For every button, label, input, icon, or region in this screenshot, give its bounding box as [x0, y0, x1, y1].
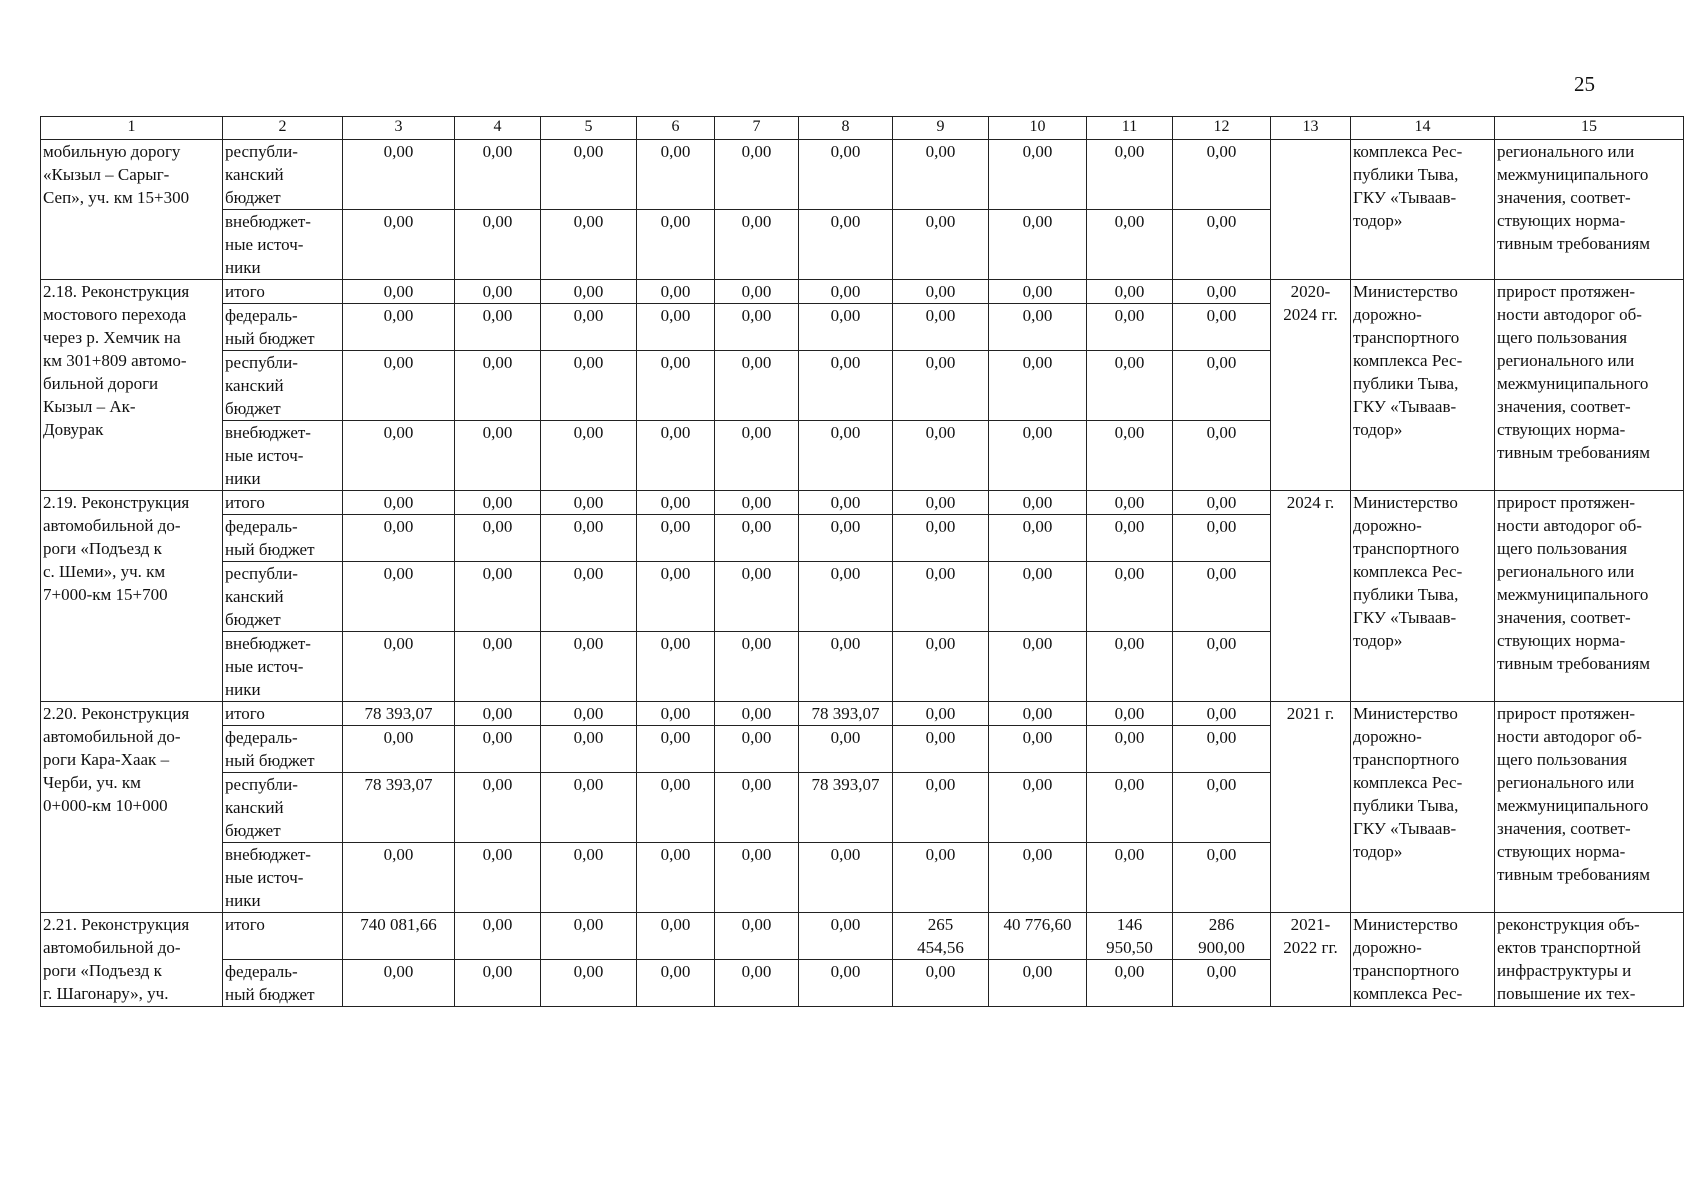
amount-cell: 0,00 [799, 491, 893, 515]
header-cell: 6 [637, 117, 715, 140]
amount-cell: 0,00 [893, 491, 989, 515]
amount-cell: 0,00 [989, 421, 1087, 491]
amount-cell: 0,00 [343, 562, 455, 632]
amount-cell: 0,00 [343, 632, 455, 702]
amount-cell: 0,00 [541, 913, 637, 960]
amount-cell: 78 393,07 [343, 702, 455, 726]
amount-cell: 0,00 [1173, 210, 1271, 280]
amount-cell: 0,00 [1087, 773, 1173, 843]
amount-cell: 0,00 [541, 843, 637, 913]
amount-cell: 0,00 [1087, 702, 1173, 726]
amount-cell: 0,00 [799, 140, 893, 210]
amount-cell: 0,00 [893, 421, 989, 491]
amount-cell: 0,00 [455, 351, 541, 421]
amount-cell: 0,00 [637, 702, 715, 726]
measure-name-cell: мобильную дорогу «Кызыл – Сарыг- Сеп», уч. км 15+300 [41, 140, 223, 280]
amount-cell: 0,00 [989, 773, 1087, 843]
amount-cell: 0,00 [893, 726, 989, 773]
amount-cell: 0,00 [989, 210, 1087, 280]
amount-cell: 0,00 [541, 421, 637, 491]
amount-cell: 0,00 [541, 726, 637, 773]
amount-cell: 0,00 [799, 843, 893, 913]
period-cell: 2021- 2022 гг. [1271, 913, 1351, 1007]
amount-cell: 0,00 [715, 726, 799, 773]
amount-cell: 0,00 [455, 491, 541, 515]
amount-cell: 0,00 [893, 632, 989, 702]
funding-source-cell: федераль- ный бюджет [223, 304, 343, 351]
result-cell: прирост протяжен- ности автодорог об- щего пользования регионального или межмуниципального значения, соответ- ствующих норма- тивным требованиям [1495, 491, 1684, 702]
amount-cell: 0,00 [1087, 421, 1173, 491]
result-cell: регионального или межмуниципального значения, соответ- ствующих норма- тивным требованиям [1495, 140, 1684, 280]
amount-cell: 0,00 [989, 960, 1087, 1007]
amount-cell: 0,00 [541, 960, 637, 1007]
amount-cell: 0,00 [893, 773, 989, 843]
amount-cell: 0,00 [455, 913, 541, 960]
amount-cell: 146 950,50 [1087, 913, 1173, 960]
measure-name-cell: 2.20. Реконструкция автомобильной до- роги Кара-Хаак – Черби, уч. км 0+000-км 10+000 [41, 702, 223, 913]
amount-cell: 0,00 [455, 843, 541, 913]
amount-cell: 0,00 [637, 491, 715, 515]
amount-cell: 0,00 [541, 702, 637, 726]
amount-cell: 0,00 [637, 843, 715, 913]
amount-cell: 0,00 [1173, 515, 1271, 562]
amount-cell: 0,00 [455, 421, 541, 491]
amount-cell: 0,00 [343, 843, 455, 913]
amount-cell: 0,00 [715, 913, 799, 960]
table-row [41, 702, 1684, 726]
executor-cell: Министерство дорожно- транспортного комплекса Рес- публики Тыва, ГКУ «Тываав- тодор» [1351, 491, 1495, 702]
header-cell: 15 [1495, 117, 1684, 140]
amount-cell: 0,00 [893, 280, 989, 304]
amount-cell: 0,00 [343, 140, 455, 210]
header-cell: 14 [1351, 117, 1495, 140]
amount-cell: 0,00 [893, 702, 989, 726]
amount-cell: 78 393,07 [799, 702, 893, 726]
funding-source-cell: итого [223, 491, 343, 515]
result-cell: прирост протяжен- ности автодорог об- щего пользования регионального или межмуниципального значения, соответ- ствующих норма- тивным требованиям [1495, 280, 1684, 491]
amount-cell: 0,00 [1087, 140, 1173, 210]
amount-cell: 0,00 [799, 210, 893, 280]
amount-cell: 0,00 [799, 960, 893, 1007]
period-cell: 2024 г. [1271, 491, 1351, 702]
period-cell [1271, 140, 1351, 280]
amount-cell: 0,00 [455, 702, 541, 726]
amount-cell: 0,00 [455, 515, 541, 562]
amount-cell: 0,00 [1087, 515, 1173, 562]
period-cell: 2020- 2024 гг. [1271, 280, 1351, 491]
header-cell: 2 [223, 117, 343, 140]
amount-cell: 0,00 [715, 304, 799, 351]
header-cell: 9 [893, 117, 989, 140]
funding-source-cell: итого [223, 280, 343, 304]
amount-cell: 0,00 [893, 843, 989, 913]
amount-cell: 0,00 [541, 491, 637, 515]
header-cell: 10 [989, 117, 1087, 140]
amount-cell: 0,00 [637, 562, 715, 632]
amount-cell: 0,00 [715, 210, 799, 280]
amount-cell: 0,00 [637, 421, 715, 491]
amount-cell: 0,00 [989, 491, 1087, 515]
amount-cell: 0,00 [541, 562, 637, 632]
amount-cell: 0,00 [1173, 702, 1271, 726]
executor-cell: Министерство дорожно- транспортного комплекса Рес- [1351, 913, 1495, 1007]
amount-cell: 0,00 [637, 632, 715, 702]
program-table [40, 116, 1684, 1007]
header-cell: 5 [541, 117, 637, 140]
funding-source-cell: внебюджет- ные источ- ники [223, 210, 343, 280]
amount-cell: 0,00 [455, 562, 541, 632]
amount-cell: 0,00 [637, 210, 715, 280]
funding-source-cell: республи- канский бюджет [223, 140, 343, 210]
amount-cell: 0,00 [637, 515, 715, 562]
amount-cell: 0,00 [715, 140, 799, 210]
amount-cell: 0,00 [799, 515, 893, 562]
amount-cell: 0,00 [715, 632, 799, 702]
amount-cell: 0,00 [637, 351, 715, 421]
amount-cell: 0,00 [1173, 632, 1271, 702]
executor-cell: комплекса Рес- публики Тыва, ГКУ «Тываав- тодор» [1351, 140, 1495, 280]
amount-cell: 0,00 [1087, 562, 1173, 632]
amount-cell: 0,00 [989, 515, 1087, 562]
amount-cell: 0,00 [1087, 960, 1173, 1007]
amount-cell: 0,00 [989, 726, 1087, 773]
funding-source-cell: итого [223, 702, 343, 726]
amount-cell: 40 776,60 [989, 913, 1087, 960]
amount-cell: 0,00 [1173, 280, 1271, 304]
amount-cell: 0,00 [1173, 773, 1271, 843]
amount-cell: 0,00 [1173, 140, 1271, 210]
amount-cell: 0,00 [1173, 843, 1271, 913]
measure-name-cell: 2.18. Реконструкция мостового перехода через р. Хемчик на км 301+809 автомо- бильной дороги Кызыл – Ак- Довурак [41, 280, 223, 491]
amount-cell: 0,00 [893, 960, 989, 1007]
amount-cell: 0,00 [1087, 280, 1173, 304]
amount-cell: 0,00 [1087, 726, 1173, 773]
amount-cell: 0,00 [715, 421, 799, 491]
amount-cell: 0,00 [343, 280, 455, 304]
amount-cell: 0,00 [1173, 562, 1271, 632]
amount-cell: 0,00 [455, 280, 541, 304]
amount-cell: 0,00 [541, 280, 637, 304]
table-row [41, 280, 1684, 304]
amount-cell: 0,00 [541, 515, 637, 562]
amount-cell: 0,00 [799, 280, 893, 304]
amount-cell: 0,00 [989, 702, 1087, 726]
amount-cell: 0,00 [455, 210, 541, 280]
amount-cell: 0,00 [541, 632, 637, 702]
amount-cell: 0,00 [343, 421, 455, 491]
amount-cell: 0,00 [989, 140, 1087, 210]
amount-cell: 0,00 [893, 210, 989, 280]
amount-cell: 0,00 [455, 632, 541, 702]
amount-cell: 0,00 [637, 304, 715, 351]
amount-cell: 0,00 [989, 562, 1087, 632]
funding-source-cell: внебюджет- ные источ- ники [223, 421, 343, 491]
amount-cell: 0,00 [343, 210, 455, 280]
amount-cell: 0,00 [1173, 960, 1271, 1007]
funding-source-cell: республи- канский бюджет [223, 773, 343, 843]
amount-cell: 0,00 [989, 280, 1087, 304]
amount-cell: 0,00 [637, 960, 715, 1007]
amount-cell: 0,00 [893, 140, 989, 210]
amount-cell: 0,00 [455, 140, 541, 210]
amount-cell: 0,00 [1173, 726, 1271, 773]
amount-cell: 0,00 [715, 515, 799, 562]
header-cell: 11 [1087, 117, 1173, 140]
amount-cell: 0,00 [799, 421, 893, 491]
amount-cell: 0,00 [715, 843, 799, 913]
amount-cell: 0,00 [455, 304, 541, 351]
amount-cell: 0,00 [989, 351, 1087, 421]
amount-cell: 0,00 [715, 960, 799, 1007]
header-cell: 3 [343, 117, 455, 140]
period-cell: 2021 г. [1271, 702, 1351, 913]
amount-cell: 265 454,56 [893, 913, 989, 960]
amount-cell: 0,00 [799, 726, 893, 773]
funding-source-cell: итого [223, 913, 343, 960]
measure-name-cell: 2.21. Реконструкция автомобильной до- роги «Подъезд к г. Шагонару», уч. [41, 913, 223, 1007]
result-cell: реконструкция объ- ектов транспортной инфраструктуры и повышение их тех- [1495, 913, 1684, 1007]
amount-cell: 0,00 [893, 351, 989, 421]
header-cell: 13 [1271, 117, 1351, 140]
amount-cell: 0,00 [1173, 351, 1271, 421]
amount-cell: 0,00 [1087, 304, 1173, 351]
amount-cell: 0,00 [455, 960, 541, 1007]
amount-cell: 0,00 [1087, 491, 1173, 515]
amount-cell: 0,00 [1173, 491, 1271, 515]
funding-source-cell: федераль- ный бюджет [223, 726, 343, 773]
amount-cell: 0,00 [541, 351, 637, 421]
amount-cell: 0,00 [637, 726, 715, 773]
header-cell: 12 [1173, 117, 1271, 140]
amount-cell: 0,00 [715, 280, 799, 304]
amount-cell: 0,00 [343, 726, 455, 773]
amount-cell: 0,00 [799, 562, 893, 632]
amount-cell: 0,00 [715, 562, 799, 632]
funding-source-cell: внебюджет- ные источ- ники [223, 632, 343, 702]
amount-cell: 0,00 [989, 632, 1087, 702]
amount-cell: 0,00 [989, 304, 1087, 351]
amount-cell: 0,00 [1087, 843, 1173, 913]
amount-cell: 0,00 [1173, 421, 1271, 491]
amount-cell: 0,00 [799, 913, 893, 960]
header-cell: 1 [41, 117, 223, 140]
funding-source-cell: федераль- ный бюджет [223, 960, 343, 1007]
page-number: 25 [1574, 72, 1595, 96]
amount-cell: 0,00 [1087, 351, 1173, 421]
amount-cell: 0,00 [343, 304, 455, 351]
amount-cell: 286 900,00 [1173, 913, 1271, 960]
amount-cell: 0,00 [1087, 632, 1173, 702]
executor-cell: Министерство дорожно- транспортного комплекса Рес- публики Тыва, ГКУ «Тываав- тодор» [1351, 280, 1495, 491]
amount-cell: 0,00 [893, 562, 989, 632]
amount-cell: 0,00 [637, 913, 715, 960]
amount-cell: 0,00 [799, 632, 893, 702]
amount-cell: 78 393,07 [799, 773, 893, 843]
measure-name-cell: 2.19. Реконструкция автомобильной до- роги «Подъезд к с. Шеми», уч. км 7+000-км 15+700 [41, 491, 223, 702]
amount-cell: 0,00 [989, 843, 1087, 913]
table-row [41, 140, 1684, 210]
table-row [41, 491, 1684, 515]
amount-cell: 0,00 [893, 304, 989, 351]
funding-source-cell: внебюджет- ные источ- ники [223, 843, 343, 913]
amount-cell: 0,00 [541, 210, 637, 280]
amount-cell: 0,00 [715, 702, 799, 726]
table-row [41, 913, 1684, 960]
amount-cell: 0,00 [637, 773, 715, 843]
amount-cell: 0,00 [343, 491, 455, 515]
amount-cell: 0,00 [715, 773, 799, 843]
amount-cell: 0,00 [637, 140, 715, 210]
amount-cell: 0,00 [799, 304, 893, 351]
amount-cell: 0,00 [343, 515, 455, 562]
amount-cell: 0,00 [893, 515, 989, 562]
funding-source-cell: республи- канский бюджет [223, 562, 343, 632]
header-cell: 8 [799, 117, 893, 140]
amount-cell: 0,00 [799, 351, 893, 421]
amount-cell: 0,00 [1087, 210, 1173, 280]
header-cell: 7 [715, 117, 799, 140]
table-header-row [41, 117, 1684, 140]
amount-cell: 0,00 [541, 304, 637, 351]
amount-cell: 0,00 [715, 351, 799, 421]
result-cell: прирост протяжен- ности автодорог об- щего пользования регионального или межмуниципального значения, соответ- ствующих норма- тивным требованиям [1495, 702, 1684, 913]
funding-source-cell: республи- канский бюджет [223, 351, 343, 421]
amount-cell: 78 393,07 [343, 773, 455, 843]
amount-cell: 0,00 [343, 351, 455, 421]
funding-source-cell: федераль- ный бюджет [223, 515, 343, 562]
executor-cell: Министерство дорожно- транспортного комплекса Рес- публики Тыва, ГКУ «Тываав- тодор» [1351, 702, 1495, 913]
amount-cell: 0,00 [343, 960, 455, 1007]
header-cell: 4 [455, 117, 541, 140]
amount-cell: 0,00 [541, 773, 637, 843]
amount-cell: 0,00 [455, 773, 541, 843]
amount-cell: 0,00 [455, 726, 541, 773]
amount-cell: 0,00 [1173, 304, 1271, 351]
amount-cell: 0,00 [541, 140, 637, 210]
amount-cell: 0,00 [637, 280, 715, 304]
amount-cell: 0,00 [715, 491, 799, 515]
amount-cell: 740 081,66 [343, 913, 455, 960]
